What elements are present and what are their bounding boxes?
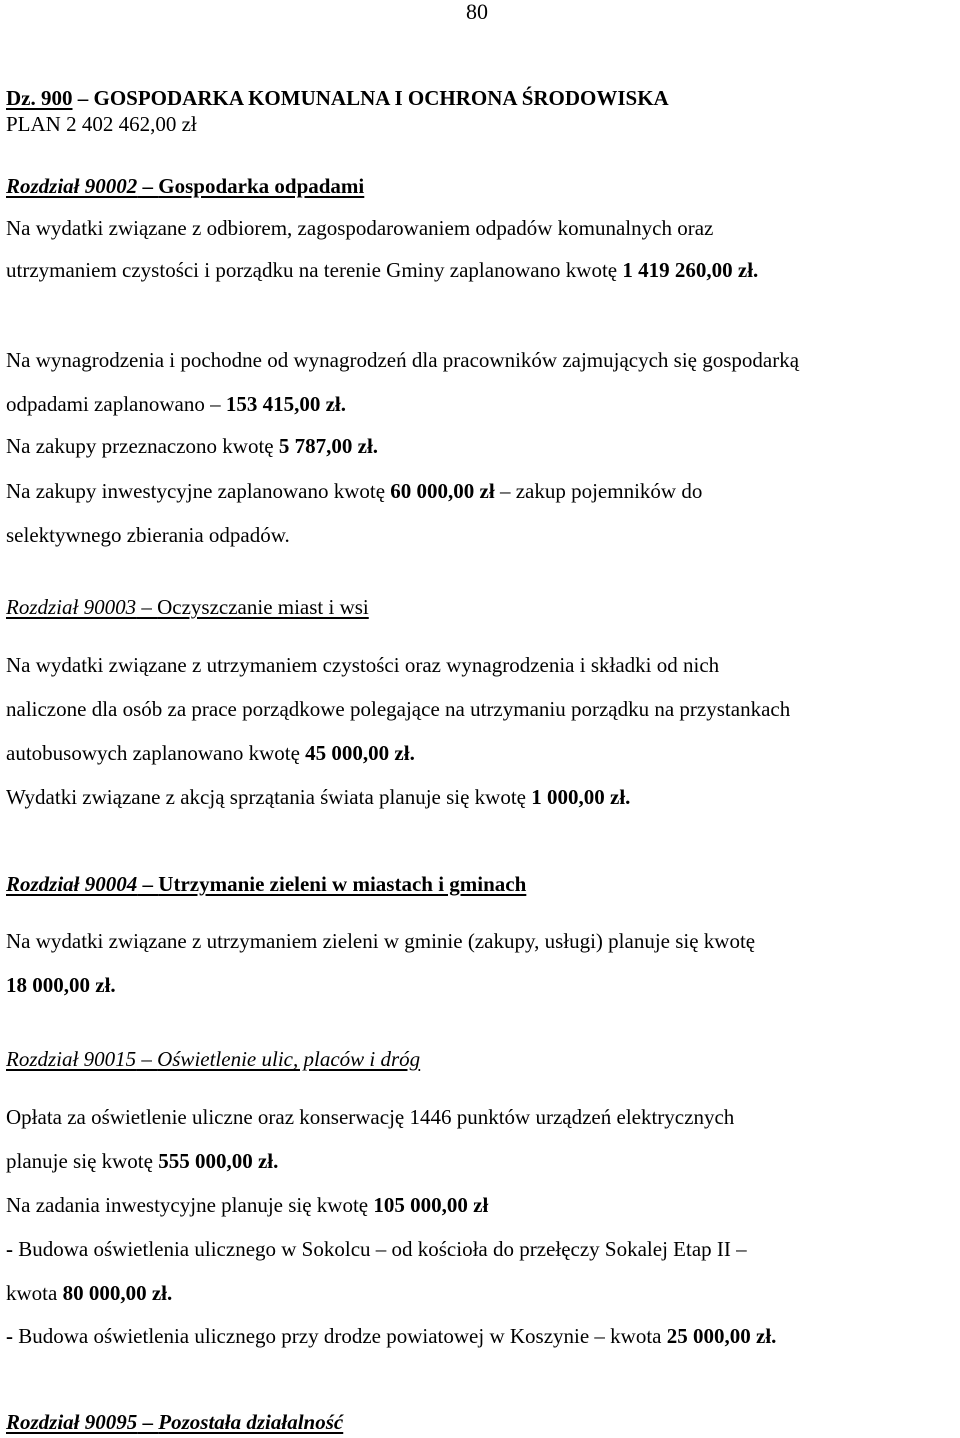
- chapter-90004-label: Rozdział 90004: [6, 872, 138, 896]
- chapter-90004-p1-line2: [6, 973, 116, 997]
- chapter-90002-p3-amount: 5 787,00 zł.: [278, 434, 379, 458]
- chapter-90002-p1-line1: Na wydatki związane z odbiorem, zagospodarowaniem odpadów komunalnych oraz: [6, 216, 714, 240]
- chapter-90002-heading: Rozdział 90002 – Gospodarka odpadami: [6, 174, 365, 198]
- chapter-90015-heading: Rozdział 90015 – Oświetlenie ulic, placów i dróg: [6, 1047, 421, 1071]
- chapter-90015-p2: [6, 1193, 488, 1217]
- chapter-90003-p1-text: autobusowych zaplanowano kwotę: [6, 741, 306, 765]
- chapter-90004-title: Utrzymanie zieleni w miastach i gminach: [158, 872, 527, 896]
- chapter-90003-p2: [6, 785, 630, 809]
- chapter-90003-p1-line3: [6, 741, 415, 765]
- chapter-90002-p4-amount: 60 000,00 zł: [390, 479, 495, 503]
- chapter-90002-p4-rest: zakup pojemników do: [510, 479, 703, 503]
- chapter-90004-heading: Rozdział 90004 – Utrzymanie zieleni w miastach i gminach: [6, 872, 527, 896]
- chapter-90095-label: Rozdział 90095: [6, 1410, 138, 1434]
- chapter-90004-p1-line1: Na wydatki związane z utrzymaniem zieleni w gminie (zakupy, usługi) planuje się kwotę: [6, 929, 756, 953]
- chapter-90003-label: Rozdział 90003: [6, 595, 137, 619]
- chapter-90004-p1-amount: 18 000,00 zł.: [6, 973, 116, 997]
- chapter-90015-item1-line2: [6, 1281, 172, 1305]
- chapter-90002-p2-line2: odpadami zaplanowano – 153 415,00 zł.: [6, 392, 346, 416]
- chapter-90003-p1-amount: 45 000,00 zł.: [305, 741, 415, 765]
- chapter-90015-title: Oświetlenie ulic, placów i dróg: [157, 1047, 421, 1071]
- chapter-90003-p2-amount: 1 000,00 zł.: [531, 785, 631, 809]
- chapter-90015-item2-amount: 25 000,00 zł.: [666, 1324, 777, 1348]
- department-title: GOSPODARKA KOMUNALNA I OCHRONA ŚRODOWISKA: [93, 86, 669, 110]
- chapter-90015-item2-dash: -: [6, 1324, 13, 1348]
- chapter-90015-p1-amount: 555 000,00 zł.: [158, 1149, 279, 1173]
- chapter-90002-p1-line2: [6, 258, 758, 282]
- chapter-90002-p2-line1: Na wynagrodzenia i pochodne od wynagrodzeń dla pracowników zajmujących się gospodarką: [6, 348, 800, 372]
- chapter-90003-heading: Rozdział 90003 – Oczyszczanie miast i wsi: [6, 595, 369, 619]
- chapter-90002-p4-line2: selektywnego zbierania odpadów.: [6, 523, 290, 547]
- chapter-90015-p1-text: planuje się kwotę: [6, 1149, 159, 1173]
- chapter-90002-title: Gospodarka odpadami: [158, 174, 365, 198]
- chapter-90002-p2-amount: 153 415,00 zł.: [225, 392, 346, 416]
- chapter-90003-p2-text: Wydatki związane z akcją sprzątania świata planuje się kwotę: [6, 785, 532, 809]
- chapter-90003-p1-line2: naliczone dla osób za prace porządkowe polegające na utrzymaniu porządku na przystankach: [6, 697, 791, 721]
- chapter-90015-item2-text: Budowa oświetlenia ulicznego przy drodze powiatowej w Koszynie – kwota: [13, 1324, 667, 1348]
- chapter-90015-label: Rozdział 90015: [6, 1047, 137, 1071]
- chapter-90015-p1-line2: [6, 1149, 278, 1173]
- chapter-90015-p2-amount: 105 000,00 zł: [373, 1193, 489, 1217]
- chapter-90002-p2-text: odpadami zaplanowano: [6, 392, 211, 416]
- chapter-90015-p1-line1: Opłata za oświetlenie uliczne oraz konserwację 1446 punktów urządzeń elektrycznych: [6, 1105, 735, 1129]
- chapter-90002-p4-line1: Na zakupy inwestycyjne zaplanowano kwotę 60 000,00 zł – zakup pojemników do: [6, 479, 703, 503]
- chapter-90015-item1-kwota: kwota: [6, 1281, 63, 1305]
- chapter-90015-item1-text: Budowa oświetlenia ulicznego w Sokolcu – od kościoła do przełęczy Sokalej Etap II –: [13, 1237, 747, 1261]
- chapter-90002-label: Rozdział 90002: [6, 174, 138, 198]
- department-plan: PLAN 2 402 462,00 zł: [6, 112, 197, 136]
- chapter-90015-item1-line1: [6, 1237, 747, 1261]
- chapter-90002-p4-text: Na zakupy inwestycyjne zaplanowano kwotę: [6, 479, 391, 503]
- chapter-90015-p2-text: Na zadania inwestycyjne planuje się kwotę: [6, 1193, 374, 1217]
- page-number: 80: [466, 0, 488, 24]
- department-code: Dz. 900: [6, 86, 73, 110]
- chapter-90015-item1-amount: 80 000,00 zł.: [62, 1281, 173, 1305]
- chapter-90003-p1-line1: Na wydatki związane z utrzymaniem czystości oraz wynagrodzenia i składki od nich: [6, 653, 720, 677]
- department-heading: Dz. 900 – GOSPODARKA KOMUNALNA I OCHRONA ŚRODOWISKA: [6, 86, 669, 110]
- chapter-90015-item1-dash: -: [6, 1237, 13, 1261]
- chapter-90002-p3: [6, 434, 378, 458]
- chapter-90002-p1-text: utrzymaniem czystości i porządku na terenie Gminy zaplanowano kwotę: [6, 258, 623, 282]
- chapter-90015-item2: [6, 1324, 776, 1348]
- chapter-90002-p3-text: Na zakupy przeznaczono kwotę: [6, 434, 279, 458]
- chapter-90002-p1-amount: 1 419 260,00 zł.: [622, 258, 759, 282]
- chapter-90095-heading: Rozdział 90095 – Pozostała działalność: [6, 1410, 344, 1434]
- chapter-90095-title: Pozostała działalność: [158, 1410, 344, 1434]
- chapter-90003-title: Oczyszczanie miast i wsi: [157, 595, 369, 619]
